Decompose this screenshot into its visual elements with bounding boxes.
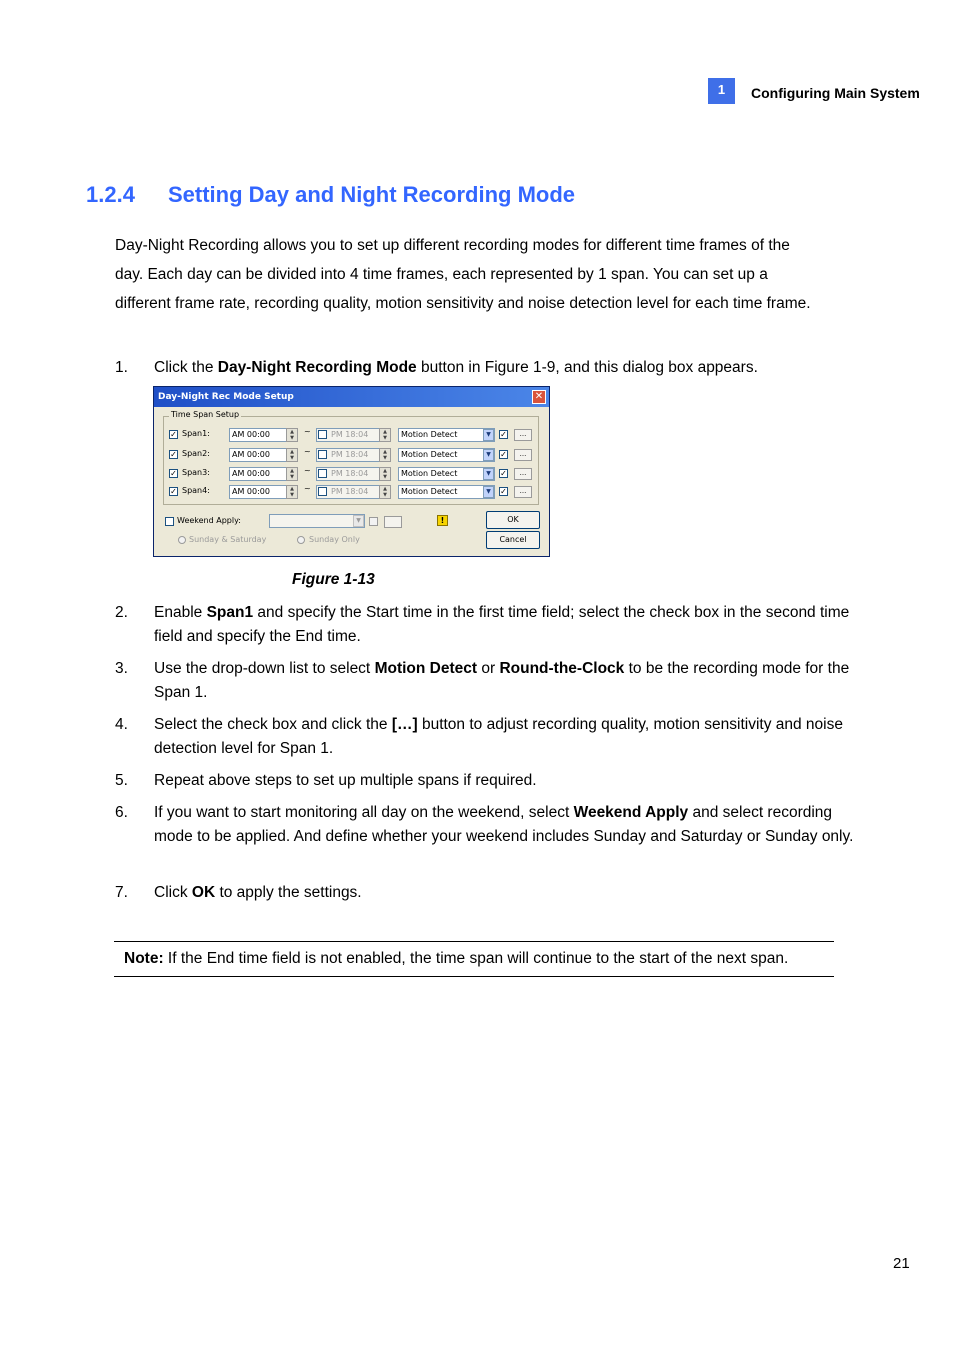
step-3 [115, 657, 855, 705]
span-end-checkbox[interactable] [318, 469, 327, 478]
step-number: 1. [115, 359, 128, 376]
tilde-separator: ~ [304, 466, 311, 475]
note-box [114, 941, 834, 977]
step-bold: Weekend Apply [573, 804, 689, 821]
span-settings-button[interactable]: ... [514, 429, 532, 441]
radio-sunday-saturday[interactable] [178, 536, 186, 544]
tilde-separator: ~ [304, 447, 311, 456]
span-end-time[interactable]: PM 18:04 [316, 448, 380, 462]
span-checkbox[interactable]: ✓ [170, 430, 177, 439]
chapter-badge: 1 [708, 78, 735, 104]
step-number: 2. [115, 604, 128, 621]
step-text: or [477, 660, 500, 677]
span-end-checkbox[interactable] [318, 487, 327, 496]
spinner-icon[interactable]: ▲ ▼ [286, 485, 298, 499]
step-1 [115, 356, 855, 380]
span-start-time[interactable]: AM 00:00 [229, 485, 287, 499]
section-heading [86, 182, 575, 208]
span-label: Span1: [182, 429, 210, 438]
step-text: If you want to start monitoring all day on the weekend, select [154, 804, 574, 821]
weekend-mode-select[interactable] [269, 514, 365, 528]
chevron-down-icon[interactable]: ▼ [353, 515, 364, 527]
step-text: Click the [154, 359, 218, 376]
step-4 [115, 713, 855, 761]
weekend-settings-button[interactable] [384, 516, 402, 528]
figure-caption: Figure 1-13 [292, 571, 375, 588]
step-number: 5. [115, 772, 128, 789]
group-label: Time Span Setup [171, 410, 240, 419]
span-start-time[interactable]: AM 00:00 [229, 428, 287, 442]
intro-paragraph [115, 231, 855, 318]
close-icon[interactable]: ✕ [532, 390, 546, 404]
chevron-down-icon[interactable]: ▼ [483, 429, 494, 441]
weekend-settings-checkbox[interactable] [369, 517, 378, 526]
chapter-title: Configuring Main System [751, 85, 920, 101]
step-7 [115, 881, 855, 905]
span-checkbox[interactable]: ✓ [170, 469, 177, 478]
step-text: to be the recording mode for the Span 1. [154, 660, 850, 701]
step-6 [115, 801, 855, 849]
span-settings-button[interactable]: ... [514, 486, 532, 498]
span-end-checkbox[interactable] [318, 450, 327, 459]
cancel-button[interactable]: Cancel [486, 531, 540, 549]
intro-line: Day-Night Recording allows you to set up different recording modes for different time frames of the [115, 237, 790, 254]
chevron-down-icon[interactable]: ▼ [483, 468, 494, 480]
tilde-separator: ~ [304, 484, 311, 493]
intro-line: day. Each day can be divided into 4 time frames, each represented by 1 span. You can set up a [115, 266, 768, 283]
span-mode-select[interactable]: Motion Detect [398, 428, 495, 442]
step-2 [115, 601, 855, 649]
spinner-icon[interactable]: ▲ ▼ [286, 448, 298, 462]
step-text: Enable [154, 604, 207, 621]
dialog-titlebar [154, 387, 549, 407]
span-end-time[interactable]: PM 18:04 [316, 467, 380, 481]
step-bold: Day-Night Recording Mode [217, 359, 417, 376]
span-settings-checkbox[interactable]: ✓ [500, 469, 507, 478]
span-mode-select[interactable]: Motion Detect [398, 467, 495, 481]
step-text: Repeat above steps to set up multiple spans if required. [154, 772, 537, 789]
note-text: If the End time field is not enabled, the time span will continue to the start of the next span. [163, 950, 789, 967]
warning-icon: ! [437, 515, 448, 526]
span-settings-checkbox[interactable]: ✓ [500, 430, 507, 439]
span-label: Span3: [182, 468, 210, 477]
spinner-icon[interactable]: ▲ ▼ [286, 467, 298, 481]
span-checkbox[interactable]: ✓ [170, 487, 177, 496]
step-text: Use the drop-down list to select [154, 660, 375, 677]
spinner-icon[interactable]: ▲ ▼ [286, 428, 298, 442]
span-settings-button[interactable]: ... [514, 449, 532, 461]
spinner-icon[interactable]: ▲ ▼ [379, 428, 391, 442]
step-bold: Round-the-Clock [499, 660, 625, 677]
day-night-dialog [153, 386, 550, 557]
tilde-separator: ~ [304, 427, 311, 436]
span-end-time[interactable]: PM 18:04 [316, 485, 380, 499]
step-text: and specify the Start time in the first time field; select the check box in the second time field and specify the End time. [154, 604, 850, 645]
span-settings-checkbox[interactable]: ✓ [500, 450, 507, 459]
dialog-title: Day-Night Rec Mode Setup [158, 392, 294, 402]
span-end-time[interactable]: PM 18:04 [316, 428, 380, 442]
span-settings-button[interactable]: ... [514, 468, 532, 480]
span-start-time[interactable]: AM 00:00 [229, 467, 287, 481]
step-bold: OK [191, 884, 216, 901]
step-bold: Span1 [206, 604, 254, 621]
spinner-icon[interactable]: ▲ ▼ [379, 448, 391, 462]
span-settings-checkbox[interactable]: ✓ [500, 487, 507, 496]
span-mode-select[interactable]: Motion Detect [398, 485, 495, 499]
chevron-down-icon[interactable]: ▼ [483, 449, 494, 461]
intro-line: different frame rate, recording quality, motion sensitivity and noise detection level for each time frame. [115, 295, 811, 312]
span-mode-select[interactable]: Motion Detect [398, 448, 495, 462]
span-start-time[interactable]: AM 00:00 [229, 448, 287, 462]
note-label: Note: [124, 950, 164, 967]
span-end-checkbox[interactable] [318, 430, 327, 439]
section-title: Setting Day and Night Recording Mode [168, 182, 576, 207]
step-number: 7. [115, 884, 128, 901]
step-bold: […] [391, 716, 418, 733]
step-text: button to adjust recording quality, motion sensitivity and noise detection level for Span 1. [154, 716, 843, 757]
spinner-icon[interactable]: ▲ ▼ [379, 467, 391, 481]
step-text: Click [154, 884, 192, 901]
weekend-apply-checkbox[interactable] [165, 517, 174, 526]
page-number: 21 [893, 1255, 910, 1272]
span-label: Span4: [182, 486, 210, 495]
radio-sunday-saturday-label: Sunday & Saturday [189, 535, 267, 544]
step-bold: Motion Detect [374, 660, 478, 677]
step-text: button in Figure 1-9, and this dialog box appears. [416, 359, 758, 376]
chevron-down-icon[interactable]: ▼ [483, 486, 494, 498]
step-text: and select recording mode to be applied. And define whether your weekend includes Sunday and Saturday or Sunday only. [154, 804, 854, 845]
ok-button[interactable]: OK [486, 511, 540, 529]
step-5 [115, 769, 855, 793]
section-number: 1.2.4 [86, 182, 135, 207]
spinner-icon[interactable]: ▲ ▼ [379, 485, 391, 499]
span-checkbox[interactable]: ✓ [170, 450, 177, 459]
step-number: 6. [115, 804, 128, 821]
weekend-apply-label: Weekend Apply: [177, 516, 241, 525]
radio-sunday-only[interactable] [297, 536, 305, 544]
radio-sunday-only-label: Sunday Only [309, 535, 360, 544]
step-number: 3. [115, 660, 128, 677]
step-text: to apply the settings. [215, 884, 362, 901]
step-number: 4. [115, 716, 128, 733]
span-label: Span2: [182, 449, 210, 458]
step-text: Select the check box and click the [154, 716, 392, 733]
